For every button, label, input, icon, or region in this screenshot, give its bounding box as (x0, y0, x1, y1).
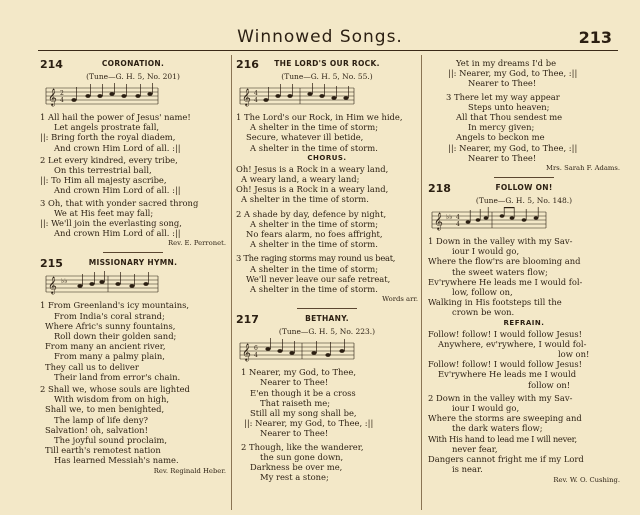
verse-line: the sun gone down, (260, 451, 344, 462)
svg-text:𝄞: 𝄞 (242, 343, 251, 362)
verse-line: 2 Let every kindred, every tribe, (40, 154, 178, 165)
refrain-line: Follow! follow! I would follow Jesus! (428, 328, 583, 339)
hymn-215 (40, 257, 226, 475)
hymn-number: 217 (236, 313, 259, 327)
hymn-217 (236, 313, 418, 482)
chorus-label: CHORUS. (307, 153, 347, 162)
header-rule (38, 50, 618, 51)
svg-text:4: 4 (60, 97, 64, 104)
verse-line: Still all my song shall be, (250, 408, 357, 419)
hymn-214 (40, 58, 226, 248)
verse-line: The lamp of life deny? (54, 414, 149, 425)
verse-line: The joyful sound proclaim, (54, 435, 168, 446)
verse-line: Yet in my dreams I'd be (456, 58, 557, 68)
chorus-line: A weary land, a weary land; (241, 174, 360, 185)
verse-line: All that Thou sendest me (456, 112, 563, 123)
verse-line: ||: To Him all majesty ascribe, (40, 175, 167, 186)
verse-line: From many a palmy plain, (54, 351, 165, 362)
verse-line: Nearer to Thee! (260, 428, 329, 439)
verse-line: ||: Nearer, my God, to Thee, :|| (448, 142, 578, 153)
verse-line: 1 Nearer, my God, to Thee, (241, 367, 357, 378)
hymn-author: Mrs. Sarah F. Adams. (546, 164, 620, 173)
verse-line: Angels to beckon me (456, 132, 545, 143)
verse-line: With His hand to lead me I will never, (428, 433, 577, 444)
hymn-title: THE LORD'S OUR ROCK. (274, 59, 380, 68)
hymn-title: MISSIONARY HYMN. (88, 258, 178, 268)
verse-line: 3 There let my way appear (446, 91, 560, 102)
svg-text:4: 4 (254, 90, 258, 97)
verse-line: And crown Him Lord of all. :|| (54, 228, 181, 239)
verse-line: Their land from error's chain. (54, 371, 181, 382)
verse-line: Let angels prostrate fall, (54, 122, 160, 133)
verse-line: Where the flow'rs are blooming and (428, 256, 581, 267)
refrain-line: low on! (558, 349, 590, 360)
hymn-number: 215 (40, 257, 63, 271)
verse-line: 2 Down in the valley with my Sav- (428, 392, 573, 403)
page-number: 213 (578, 28, 612, 47)
svg-text:6: 6 (254, 345, 258, 353)
verse-line: ||: Nearer, my God, to Thee, :|| (244, 418, 374, 429)
svg-text:𝄞: 𝄞 (48, 276, 57, 295)
verse-line: Nearer to Thee! (260, 377, 329, 388)
verse-line: Shall we, to men benighted, (45, 404, 165, 415)
hymn-separator (103, 252, 163, 253)
verse-line: From many an ancient river, (45, 341, 166, 352)
hymn-author: Rev. W. O. Cushing. (553, 475, 620, 484)
hymn-217-continued (428, 58, 620, 173)
hymn-216 (236, 58, 418, 304)
verse-line: A shelter in the time of storm; (250, 263, 379, 274)
verse-line: Nearer to Thee! (468, 78, 537, 89)
verse-line: And crown Him Lord of all. :|| (54, 185, 181, 196)
verse-line: ||: Nearer, my God, to Thee, :|| (448, 68, 578, 79)
verse-line: From India's coral strand; (54, 310, 165, 321)
verse-line: With wisdom from on high, (54, 394, 170, 405)
music-staff (40, 271, 160, 297)
tune-reference: (Tune—G. H. 5, No. 201) (86, 72, 180, 81)
verse-line: Nearer to Thee! (468, 152, 537, 163)
hymn-number: 218 (428, 182, 451, 196)
page-title: Winnowed Songs. (237, 27, 403, 47)
verse-line: A shelter in the time of storm. (250, 239, 378, 250)
verse-line: ||: We'll join the everlasting song, (40, 218, 182, 229)
chorus-line: Oh! Jesus is a Rock in a weary land, (236, 184, 389, 195)
refrain-line: follow on! (528, 379, 571, 390)
verse-line: the sweet waters flow; (452, 266, 548, 277)
verse-line: is near. (452, 464, 483, 475)
hymn-number: 216 (236, 58, 259, 71)
verse-line: Roll down their golden sand; (54, 331, 177, 342)
hymn-separator (297, 308, 357, 309)
refrain-line: Ev'rywhere He leads me I would (438, 369, 577, 380)
verse-line: Ev'rywhere He leads me I would fol- (428, 276, 583, 287)
hymn-218 (428, 182, 620, 484)
verse-line: A shelter in the time of storm. (250, 142, 378, 153)
verse-line: Salvation! oh, salvation! (45, 424, 148, 435)
svg-text:4: 4 (254, 352, 258, 360)
verse-line: 1 Down in the valley with my Sav- (428, 236, 573, 247)
hymn-separator (494, 177, 554, 178)
refrain-line: Follow! follow! I would follow Jesus! (428, 359, 583, 370)
hymn-number: 214 (40, 58, 63, 71)
svg-text:𝄞: 𝄞 (242, 88, 251, 106)
music-staff (428, 207, 548, 233)
hymn-title: FOLLOW ON! (495, 183, 553, 193)
verse-line: iour I would go, (452, 403, 520, 414)
column-divider-1 (231, 55, 232, 510)
verse-line: 1 The Lord's our Rock, in Him we hide, (236, 112, 403, 122)
hymn-author: Rev. Reginald Heber. (153, 466, 226, 475)
svg-text:♭♭: ♭♭ (446, 213, 453, 222)
verse-line: We'll never leave our safe retreat, (246, 273, 391, 284)
verse-line: never fear, (452, 443, 498, 454)
svg-text:𝄞: 𝄞 (48, 88, 57, 106)
hymn-author: Words arr. (382, 295, 418, 304)
verse-line: Till earth's remotest nation (45, 445, 161, 456)
verse-line: Walking in His footsteps till the (428, 297, 562, 308)
chorus-line: A shelter in the time of storm. (241, 194, 369, 205)
chorus-line: Oh! Jesus is a Rock in a weary land, (236, 163, 389, 174)
music-staff (236, 83, 356, 109)
verse-line: That raiseth me; (260, 397, 331, 408)
svg-text:4: 4 (254, 97, 258, 104)
column-left (40, 58, 226, 476)
verse-line: A shelter in the time of storm; (250, 218, 379, 229)
verse-line: 1 All hail the power of Jesus' name! (40, 112, 191, 122)
verse-line: We at His feet may fall; (54, 207, 154, 218)
verse-line: 2 Shall we, whose souls are lighted (40, 384, 190, 395)
refrain-label: REFRAIN. (503, 318, 545, 327)
column-middle (236, 58, 418, 482)
hymn-title: BETHANY. (305, 314, 349, 324)
verse-line: A shelter in the time of storm. (250, 284, 378, 295)
verse-line: 2 A shade by day, defence by night, (236, 208, 387, 219)
verse-line: 1 From Greenland's icy mountains, (40, 300, 190, 311)
verse-line: Darkness be over me, (250, 462, 343, 473)
verse-line: 3 The raging storms may round us beat, (236, 253, 396, 264)
verse-line: Where Afric's sunny fountains, (45, 320, 176, 331)
tune-reference: (Tune—G. H. 5, No. 55.) (281, 72, 373, 81)
verse-line: 3 Oh, that with yonder sacred throng (40, 197, 199, 208)
verse-line: low, follow on, (452, 287, 513, 298)
tune-reference: (Tune—G. H. 5, No. 223.) (278, 327, 376, 337)
refrain-line: Anywhere, ev'rywhere, I would fol- (438, 338, 587, 349)
verse-line: Secure, whatever ill betide, (246, 132, 364, 143)
music-staff (40, 83, 160, 109)
verse-line: E'en though it be a cross (250, 387, 356, 398)
verse-line: crown be won. (452, 307, 515, 318)
verse-line: iour I would go, (452, 246, 520, 257)
svg-text:2: 2 (60, 90, 64, 97)
tune-reference: (Tune—G. H. 5, No. 148.) (475, 196, 573, 206)
verse-line: They call us to deliver (45, 361, 139, 372)
verse-line: Where the storms are sweeping and (428, 413, 582, 424)
music-staff (236, 338, 356, 364)
verse-line: My rest a stone; (260, 472, 329, 483)
verse-line: Steps unto heaven; (468, 101, 550, 112)
column-divider-2 (421, 55, 422, 510)
verse-line: Dangers cannot fright me if my Lord (428, 454, 584, 465)
verse-line: And crown Him Lord of all. :|| (54, 142, 181, 153)
verse-line: On this terrestrial ball, (54, 165, 152, 176)
verse-line: the dark waters flow; (452, 423, 543, 434)
hymn-author: Rev. E. Perronet. (168, 239, 226, 248)
svg-text:𝄞: 𝄞 (434, 212, 443, 231)
column-right (428, 58, 620, 485)
svg-text:4: 4 (456, 214, 460, 222)
verse-line: In mercy given; (468, 122, 535, 133)
svg-text:4: 4 (456, 221, 460, 229)
hymn-title: CORONATION. (101, 59, 165, 68)
verse-line: ||: Bring forth the royal diadem, (40, 132, 176, 143)
verse-line: No fears alarm, no foes affright, (246, 229, 383, 240)
verse-line: Has learned Messiah's name. (54, 455, 179, 466)
verse-line: 2 Though, like the wanderer, (241, 441, 364, 452)
svg-text:♭♭: ♭♭ (61, 277, 68, 286)
verse-line: A shelter in the time of storm; (250, 122, 379, 133)
